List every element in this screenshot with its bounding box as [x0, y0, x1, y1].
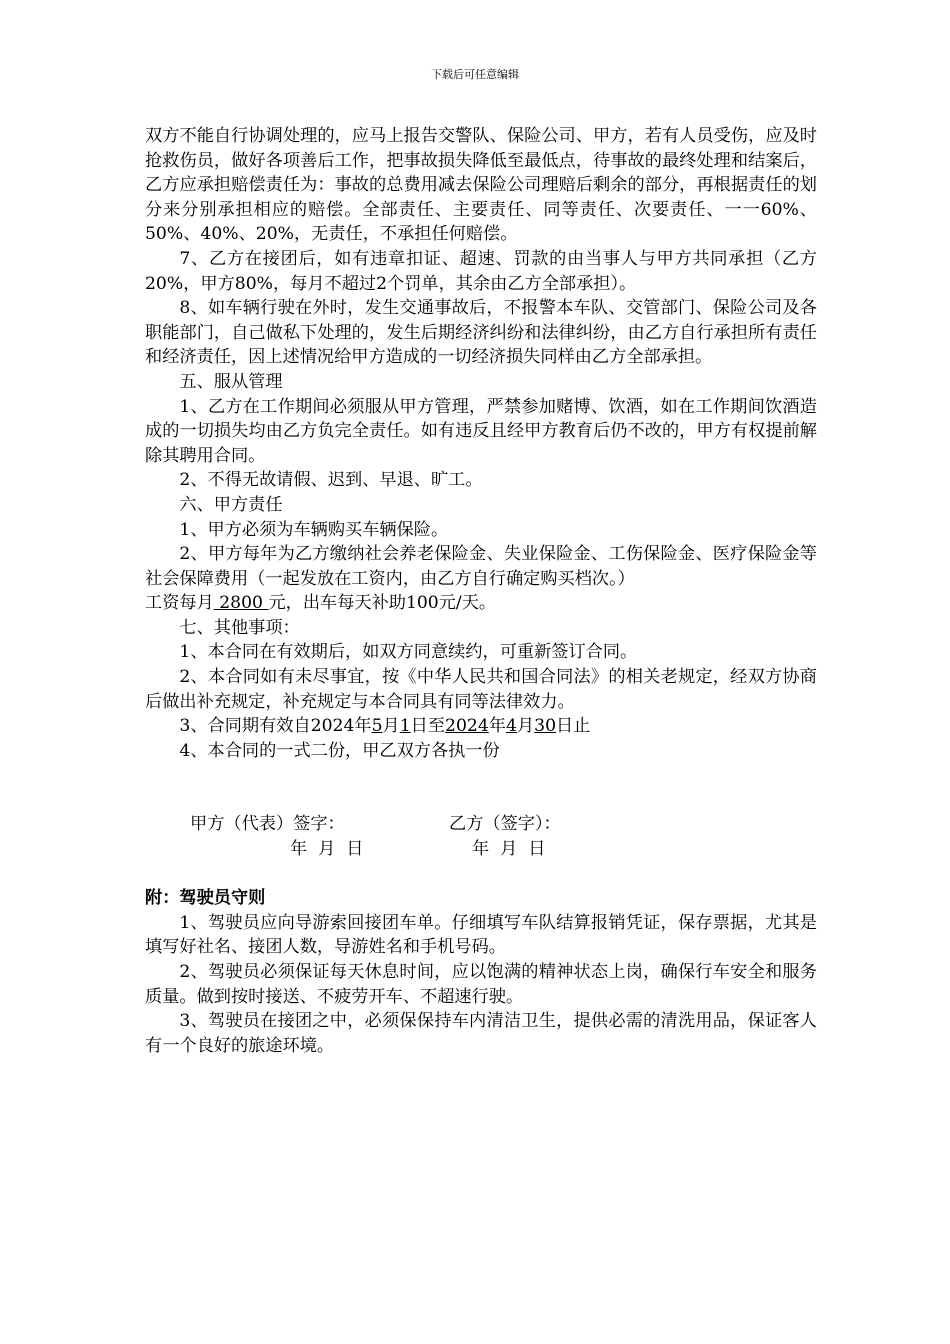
section-heading-management: 五、服从管理: [179, 371, 283, 392]
page-header: 下载后可任意编辑: [431, 68, 519, 81]
section-heading-other: 七、其他事项：: [179, 617, 300, 638]
term-start-month: 5: [371, 716, 383, 737]
appendix-item-1: 1、驾驶员应向导游索回接团车单。仔细填写车队结算报销凭证，保存票据，尤其是填写好社名、接团人数，导游姓名和手机号码。: [145, 912, 817, 958]
term-end-day: 30: [534, 716, 557, 737]
salary-suffix: 元，出车每天补助100元/天。: [268, 593, 497, 614]
party-b-date: 年 月 日: [472, 839, 546, 860]
term-text: 月: [516, 716, 535, 737]
term-text: 3、合同期有效自2024年: [179, 716, 372, 737]
paragraph-salary: [145, 591, 817, 616]
contract-body: [145, 124, 817, 1058]
section-heading-party-a-duty: 六、甲方责任: [179, 494, 283, 515]
spacer: [145, 763, 817, 812]
signature-row: [145, 812, 817, 837]
paragraph-contract-term: [145, 714, 817, 739]
term-end-year: 2024: [445, 716, 489, 737]
term-text: 日至: [410, 716, 446, 737]
paragraph-other-2: 2、本合同如有未尽事宜，按《中华人民共和国合同法》的相关老规定，经双方协商后做出补充规定，补充规定与本合同具有同等法律效力。: [145, 667, 817, 712]
term-end-month: 4: [506, 716, 517, 737]
term-text: 月: [382, 716, 400, 737]
appendix-item-3: 3、驾驶员在接团之中，必须保保持车内清洁卫生，提供必需的清洗用品，保证客人有一个良好的旅途环境。: [145, 1011, 817, 1056]
paragraph-duty-2: 2、甲方每年为乙方缴纳社会养老保险金、失业保险金、工伤保险金、医疗保险金等社会保障费用（一起发放在工资内，由乙方自行确定购买档次。）: [145, 544, 817, 589]
paragraph-clause-7: 7、乙方在接团后，如有违章扣证、超速、罚款的由当事人与甲方共同承担（乙方20%，甲方80%，每月不超过2个罚单，其余由乙方全部承担）。: [145, 248, 817, 294]
paragraph-other-1: 1、本合同在有效期后，如双方同意续约，可重新签订合同。: [179, 642, 638, 663]
salary-prefix: 工资每月: [145, 593, 214, 614]
paragraph-accident-handling: 双方不能自行协调处理的，应马上报告交警队、保险公司、甲方，若有人员受伤，应及时抢救伤员，做好各项善后工作，把事故损失降低至最低点，待事故的最终处理和结案后，乙方应承担赔偿责任为：事故的总费用减去保险公司理赔后剩余的部分，再根据责任的划分来分别承担相应的赔偿。全部责任、主要责任、同等责任、次要责任、一一60%、50%、40%、20%，无责任，不承担任何赔偿。: [145, 126, 817, 245]
paragraph-clause-8: 8、如车辆行驶在外时，发生交通事故后，不报警本车队、交管部门、保险公司及各职能部门，自己做私下处理的，发生后期经济纠纷和法律纠纷，由乙方自行承担所有责任和经济责任，因上述情况给甲方造成的一切经济损失同样由乙方全部承担。: [145, 298, 817, 368]
paragraph-management-2: 2、不得无故请假、迟到、早退、旷工。: [179, 470, 483, 491]
salary-amount: 2800: [213, 593, 269, 614]
party-a-signature-label: 甲方（代表）签字：: [190, 814, 345, 835]
signature-date-row: [145, 837, 817, 862]
term-text: 日止: [556, 716, 591, 737]
party-a-date: 年 月 日: [290, 839, 364, 860]
party-b-signature-label: 乙方（签字）：: [449, 814, 561, 835]
term-text: 年: [488, 716, 506, 737]
paragraph-duty-1: 1、甲方必须为车辆购买车辆保险。: [179, 519, 449, 540]
paragraph-management-1: 1、乙方在工作期间必须服从甲方管理，严禁参加赌博、饮酒，如在工作期间饮酒造成的一切损失均由乙方负完全责任。如有违反且经甲方教育后仍不改的，甲方有权提前解除其聘用合同。: [145, 396, 817, 466]
appendix-title: 附：驾驶员守则: [145, 888, 266, 909]
appendix-item-2: 2、驾驶员必须保证每天休息时间，应以饱满的精神状态上岗，确保行车安全和服务质量。做到按时接送、不疲劳开车、不超速行驶。: [145, 962, 817, 1007]
paragraph-copies: 4、本合同的一式二份，甲乙双方各执一份: [179, 740, 500, 761]
term-start-day: 1: [399, 716, 411, 737]
spacer: [145, 862, 817, 887]
